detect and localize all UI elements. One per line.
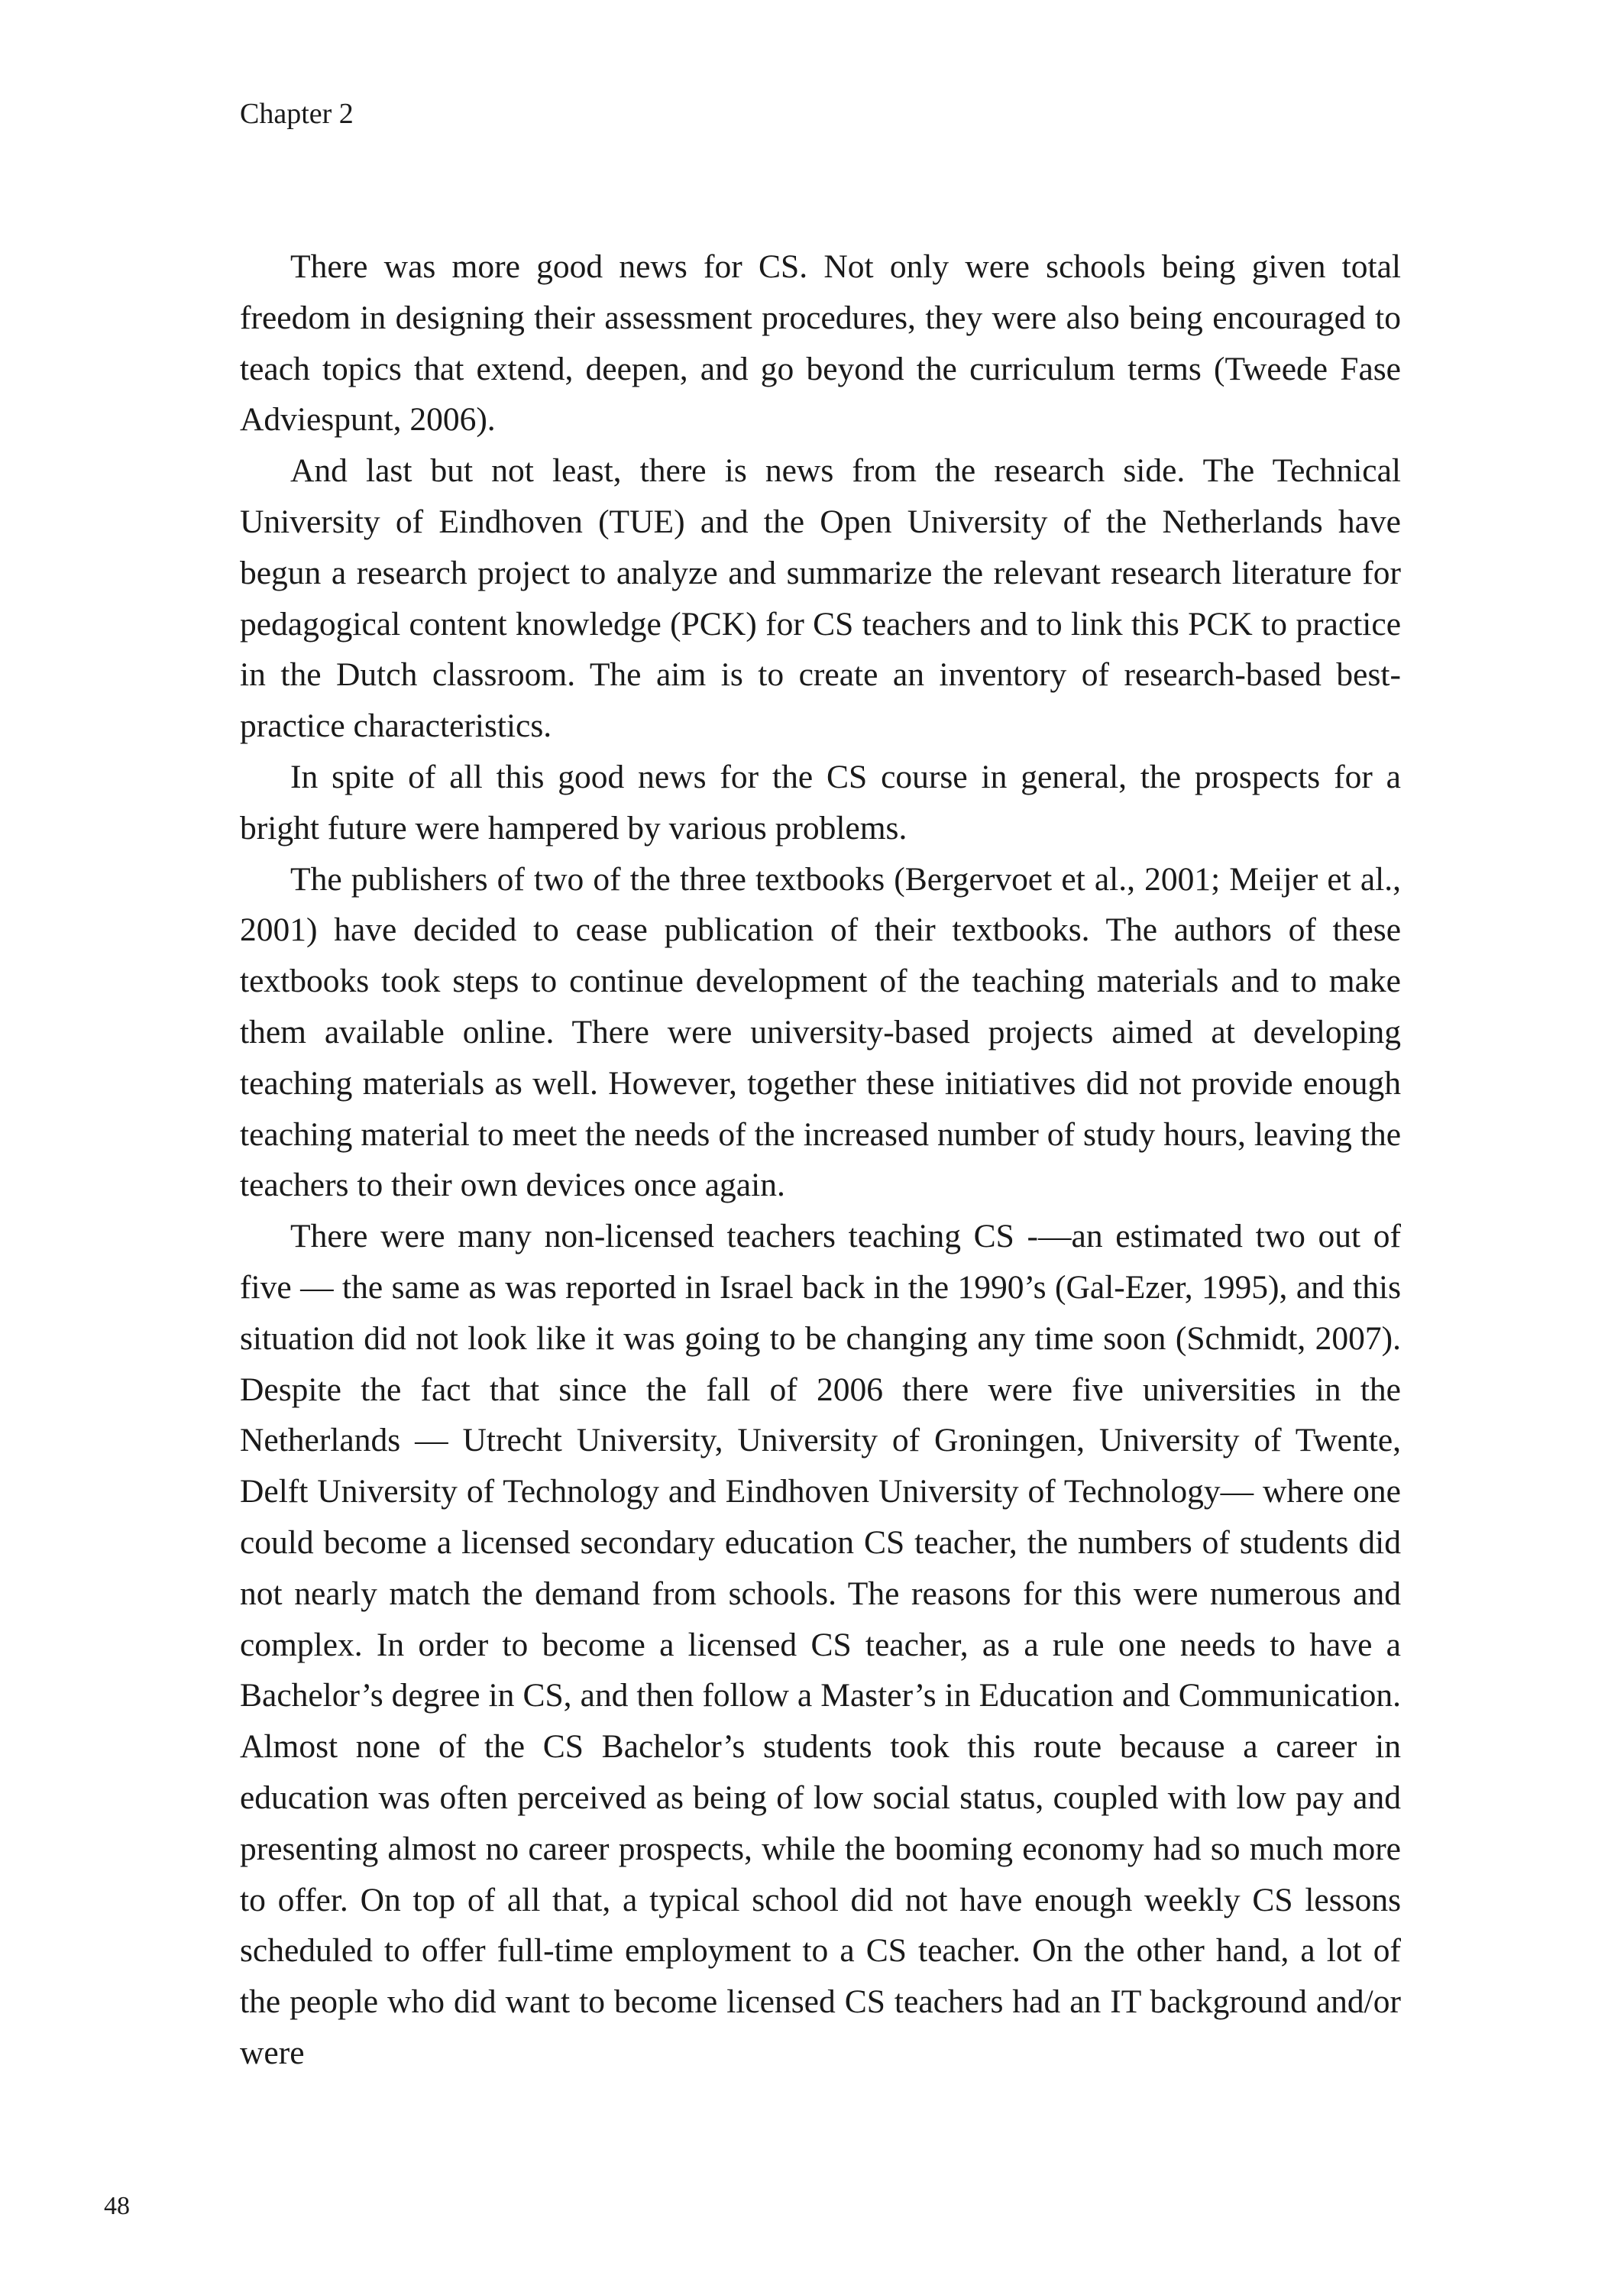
body-text <box>240 241 1401 2079</box>
paragraph: And last but not least, there is news from the research side. The Technical University of Eindhoven (TUE) and the Open University of the Netherlands have begun a research project to analyze and summarize the relevant research literature for pedagogical content knowledge (PCK) for CS teachers and to link this PCK to practice in the Dutch classroom. The aim is to create an inventory of research-based best-practice characteristics. <box>240 452 1401 745</box>
paragraph: The publishers of two of the three textbooks (Bergervoet et al., 2001; Meijer et al., 2001) have decided to cease publication of their textbooks. The authors of these textbooks took steps to continue development of the teaching materials and to make them available online. There were university-based projects aimed at developing teaching materials as well. However, together these initiatives did not provide enough teaching material to meet the needs of the increased number of study hours, leaving the teachers to their own devices once again. <box>240 860 1401 1204</box>
paragraph: There were many non-licensed teachers teaching CS -—an estimated two out of five — the same as was reported in Israel back in the 1990’s (Gal-Ezer, 1995), and this situation did not look like it was going to be changing any time soon (Schmidt, 2007). Despite the fact that since the fall of 2006 there were five universities in the Netherlands — Utrecht University, University of Groningen, University of Twente, Delft University of Technology and Eindhoven University of Technology— where one could become a licensed secondary education CS teacher, the numbers of students did not nearly match the demand from schools. The reasons for this were numerous and complex. In order to become a licensed CS teacher, as a rule one needs to have a Bachelor’s degree in CS, and then follow a Master’s in Education and Communication. Almost none of the CS Bachelor’s students took this route because a career in education was often perceived as being of low social status, coupled with low pay and presenting almost no career prospects, while the booming economy had so much more to offer. On top of all that, a typical school did not have enough weekly CS lessons scheduled to offer full-time employment to a CS teacher. On the other hand, a lot of the people who did want to become licensed CS teachers had an IT background and/or were <box>240 1218 1401 2071</box>
paragraph: There was more good news for CS. Not only were schools being given total freedom in designing their assessment procedures, they were also being encouraged to teach topics that extend, deepen, and go beyond the curriculum terms (Tweede Fase Adviespunt, 2006). <box>240 248 1401 439</box>
paragraph: In spite of all this good news for the CS course in general, the prospects for a bright future were hampered by various problems. <box>240 758 1401 847</box>
page-number: 48 <box>104 2192 130 2220</box>
running-head: Chapter 2 <box>240 98 354 130</box>
